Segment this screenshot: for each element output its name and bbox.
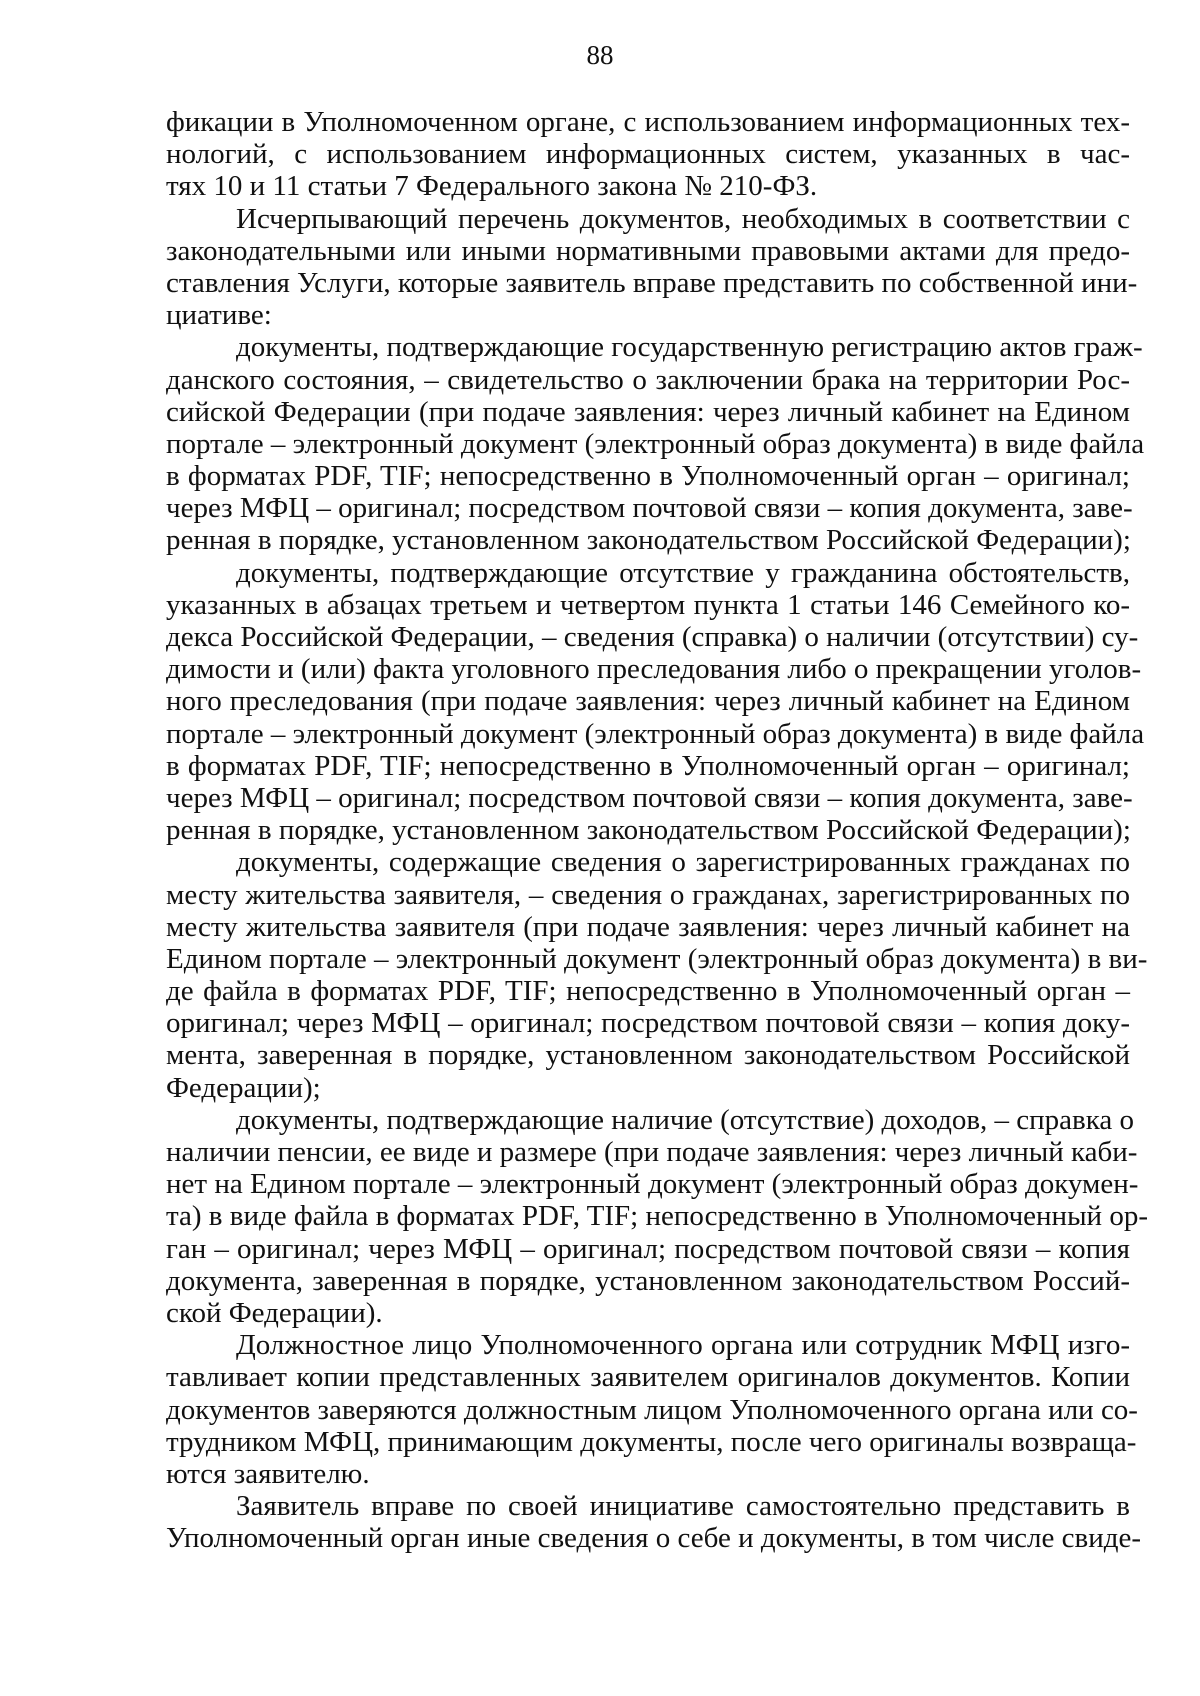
paragraph: [166, 331, 1145, 557]
text-line: сийской Федерации (при подаче заявления: через личный кабинет на Едином: [166, 395, 1130, 428]
text-line: фикации в Уполномоченном органе, с использованием информационных тех-: [166, 106, 1130, 138]
text-line: та) в виде файла в форматах PDF, TIF; непосредственно в Уполномоченный ор-: [166, 1200, 1148, 1233]
text-line: месту жительства заявителя (при подаче заявления: через личный кабинет на: [166, 910, 1130, 943]
paragraph: [166, 556, 1145, 847]
text-line: портале – электронный документ (электронный образ документа) в виде файла: [166, 427, 1145, 460]
text-line: документов заверяются должностным лицом Уполномоченного органа или со-: [166, 1393, 1138, 1426]
text-line: оригинал; через МФЦ – оригинал; посредством почтовой связи – копия доку-: [166, 1007, 1130, 1040]
text-line: данского состояния, – свидетельство о заключении брака на территории Рос-: [166, 363, 1130, 396]
text-line: ренная в порядке, установленном законодательством Российской Федерации);: [166, 814, 1131, 847]
text-line: Уполномоченный орган иные сведения о себе и документы, в том числе свиде-: [166, 1522, 1142, 1555]
paragraph: [166, 1490, 1142, 1555]
text-line: документы, подтверждающие наличие (отсутствие) доходов, – справка о: [236, 1103, 1134, 1136]
text-line: мента, заверенная в порядке, установленном законодательством Российской: [166, 1039, 1130, 1072]
text-line: ренная в порядке, установленном законодательством Российской Федерации);: [166, 524, 1131, 557]
text-line: Едином портале – электронный документ (электронный образ документа) в ви-: [166, 942, 1148, 975]
text-line: Заявитель вправе по своей инициативе самостоятельно представить в: [236, 1490, 1130, 1523]
text-line: ской Федерации).: [166, 1296, 383, 1329]
body-text: [166, 106, 1148, 1555]
paragraph: [166, 106, 1130, 203]
text-line: Должностное лицо Уполномоченного органа или сотрудник МФЦ изго-: [236, 1329, 1130, 1362]
text-line: документы, подтверждающие государственную регистрацию актов граж-: [236, 331, 1143, 364]
paragraph: [166, 1329, 1138, 1490]
text-line: через МФЦ – оригинал; посредством почтовой связи – копия документа, заве-: [166, 781, 1133, 814]
text-line: нет на Едином портале – электронный документ (электронный образ докумен-: [166, 1168, 1139, 1201]
text-line: ются заявителю.: [166, 1457, 370, 1490]
text-line: в форматах PDF, TIF; непосредственно в Уполномоченный орган – оригинал;: [166, 749, 1130, 782]
text-line: циативе:: [166, 299, 272, 332]
text-line: документы, содержащие сведения о зарегистрированных гражданах по: [236, 846, 1130, 879]
text-line: документа, заверенная в порядке, установленном законодательством Россий-: [166, 1264, 1130, 1297]
paragraph: [166, 202, 1138, 332]
text-line: тавливает копии представленных заявителем оригиналов документов. Копии: [166, 1361, 1130, 1394]
text-line: ставления Услуги, которые заявитель вправе представить по собственной ини-: [166, 266, 1138, 299]
text-line: де файла в форматах PDF, TIF; непосредственно в Уполномоченный орган –: [166, 975, 1130, 1008]
text-line: ган – оригинал; через МФЦ – оригинал; посредством почтовой связи – копия: [166, 1232, 1130, 1265]
text-line: документы, подтверждающие отсутствие у гражданина обстоятельств,: [236, 556, 1130, 589]
text-line: через МФЦ – оригинал; посредством почтовой связи – копия документа, заве-: [166, 492, 1133, 525]
text-line: портале – электронный документ (электронный образ документа) в виде файла: [166, 717, 1145, 750]
text-line: месту жительства заявителя, – сведения о гражданах, зарегистрированных по: [166, 878, 1130, 911]
paragraph: [166, 846, 1148, 1104]
text-line: Исчерпывающий перечень документов, необходимых в соответствии с: [236, 202, 1130, 235]
text-line: нологий, с использованием информационных систем, указанных в час-: [166, 138, 1130, 171]
text-line: трудником МФЦ, принимающим документы, после чего оригиналы возвраща-: [166, 1425, 1137, 1458]
text-line: декса Российской Федерации, – сведения (справка) о наличии (отсутствии) су-: [166, 621, 1139, 653]
text-line: димости и (или) факта уголовного преследования либо о прекращении уголов-: [166, 653, 1142, 686]
text-line: тях 10 и 11 статьи 7 Федерального закона № 210-ФЗ.: [166, 170, 818, 203]
text-line: указанных в абзацах третьем и четвертом пункта 1 статьи 146 Семейного ко-: [166, 588, 1130, 621]
text-line: ного преследования (при подаче заявления: через личный кабинет на Едином: [166, 685, 1130, 718]
text-line: законодательными или иными нормативными правовыми актами для предо-: [166, 234, 1130, 267]
text-line: в форматах PDF, TIF; непосредственно в Уполномоченный орган – оригинал;: [166, 460, 1130, 493]
text-line: наличии пенсии, ее виде и размере (при подаче заявления: через личный каби-: [166, 1136, 1138, 1168]
page-number: 88: [586, 40, 614, 70]
text-line: Федерации);: [166, 1071, 321, 1104]
paragraph: [166, 1103, 1148, 1329]
